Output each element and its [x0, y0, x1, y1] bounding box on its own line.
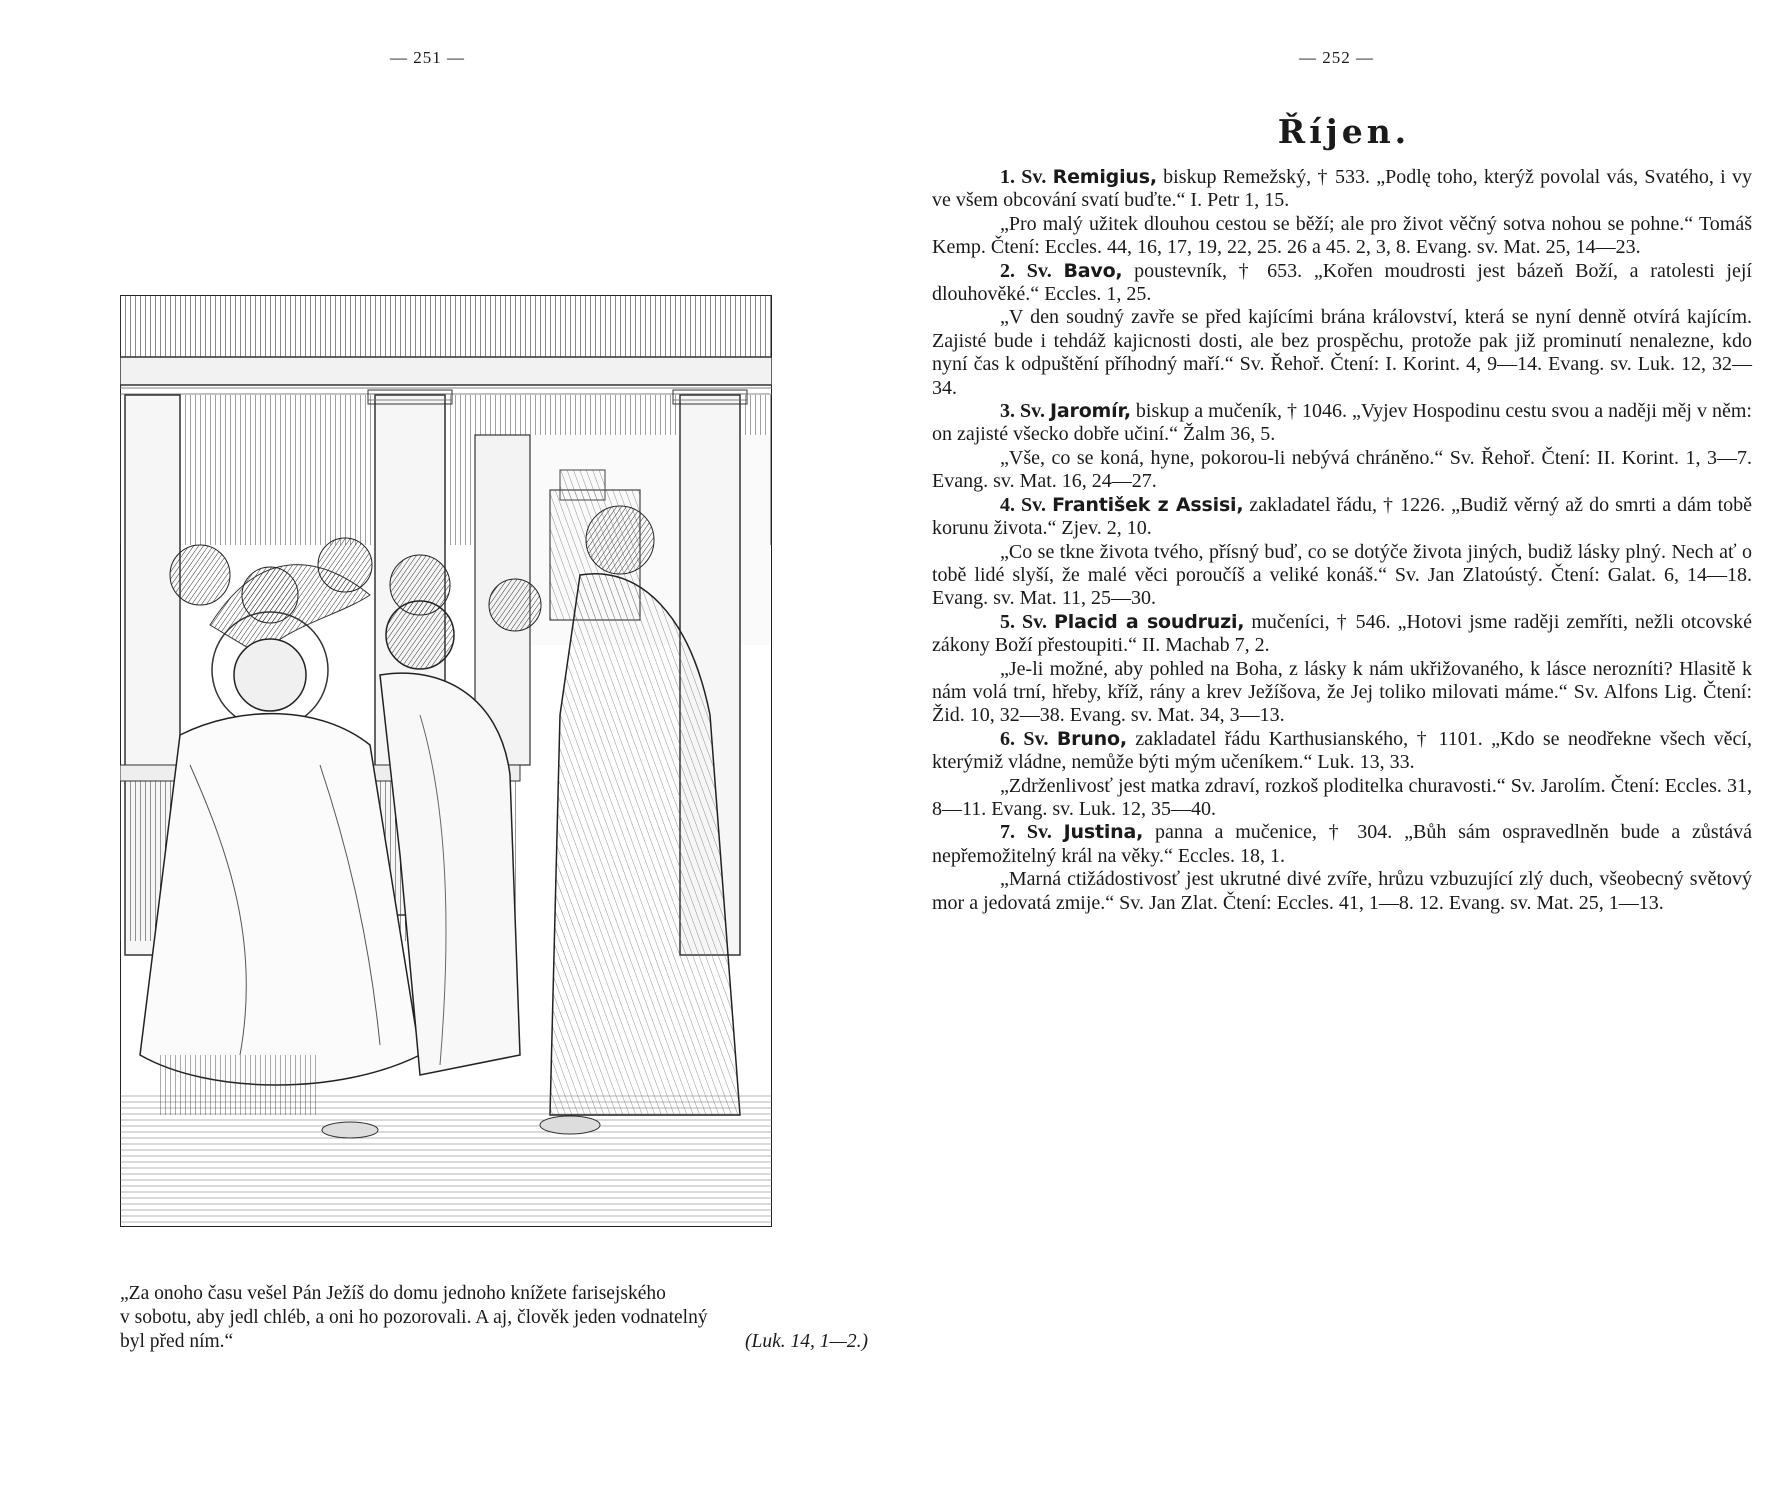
entry-number: 7. Sv. [1000, 821, 1052, 844]
entry-text: panna a mučenice, † 304. „Bůh sám ospravedlněn bude a zůstává nepřemožitelný král na věky.“ Eccles. 18, 1. [932, 821, 1752, 867]
quote-paragraph [932, 868, 1752, 915]
caption-reference: (Luk. 14, 1—2.) [745, 1331, 868, 1352]
calendar-entry [932, 260, 1752, 307]
entry-number: 4. Sv. [1000, 493, 1047, 516]
entry-text: „Zdrženlivosť jest matka zdraví, rozkoš ploditelka churavosti.“ Sv. Jarolím. Čtení: Eccles. 31, 8—11. Evang. sv. Luk. 12, 35—40. [932, 774, 1752, 820]
entry-text: biskup Remežský, † 533. „Podlę toho, kterýž povolal vás, Svatého, i vy ve všem obcování svatí buďte.“ I. Petr 1, 15. [932, 166, 1752, 212]
entry-number: 2. Sv. [1000, 259, 1052, 282]
entry-number: 3. Sv. [1000, 400, 1046, 423]
right-page [896, 0, 1792, 1500]
month-title: Říjen. [1277, 112, 1411, 151]
entry-text: biskup a mučeník, † 1046. „Vyjev Hospodinu cestu svou a naději měj v něm: on zajisté všecko dobře učiní.“ Žalm 36, 5. [932, 400, 1752, 446]
entry-text: mučeníci, † 546. „Hotovi jsme raději zemříti, nežli otcovské zákony Boží přestoupiti.“ II. Machab 7, 2. [932, 610, 1753, 657]
calendar-entry [932, 728, 1752, 775]
entry-text: „Marná ctižádostivosť jest ukrutné divé zvíře, hrůzu vzbuzující zlý duch, všeobecný světový mor a jedovatá zmije.“ Sv. Jan Zlat. Čtení: Eccles. 41, 1—8. 12. Evang. sv. Mat. 25, 1—13. [932, 868, 1752, 914]
saint-name: Bavo, [1063, 259, 1123, 282]
entry-text: „V den soudný zavře se před kajícími brána království, která se nyní denně otvírá kajícím. Zajisté bude i tehdáž kajicnosti dosti, ale bez prospěchu, protože pak již prominutí nenalezne, kdo nyní čas k odpuštění příhodný maří.“ Sv. Řehoř. Čtení: I. Korint. 4, 9—14. Evang. sv. Luk. 12, 32—34. [932, 306, 1752, 399]
calendar-entry [932, 400, 1752, 447]
caption-line: v sobotu, aby jedl chléb, a oni ho pozorovali. A aj, člověk jeden vodnatelný [120, 1307, 708, 1328]
entry-number: 5. Sv. [1000, 610, 1048, 633]
calendar-entry [932, 494, 1752, 541]
quote-paragraph [932, 306, 1752, 400]
quote-paragraph [932, 213, 1752, 260]
entry-text: zakladatel řádu Karthusianského, † 1101. „Kdo se neodřekne všech věcí, kterýmiž vládne, nemůže býti mým učeníkem.“ Luk. 13, 33. [932, 727, 1752, 774]
entry-text: „Pro malý užitek dlouhou cestou se běží; ale pro život věčný sotva nohou se pohne.“ Tomáš Kemp. Čtení: Eccles. 44, 16, 17, 19, 22, 25. 26 a 45. 2, 3, 8. Evang. sv. Mat. 25, 14—23. [932, 212, 1752, 259]
caption-line [120, 1330, 868, 1354]
page-number-left: — 251 — [390, 48, 465, 67]
saint-name: Bruno, [1056, 727, 1127, 750]
saint-name: Placid a soudruzi, [1054, 610, 1245, 633]
saint-name: Jaromír, [1050, 400, 1131, 423]
saint-name: Justina, [1063, 821, 1144, 844]
saint-name: František z Assisi, [1052, 493, 1244, 516]
quote-paragraph [932, 447, 1752, 494]
quote-paragraph [932, 541, 1752, 611]
entry-text: zakladatel řádu, † 1226. „Budiž věrný až do smrti a dám tobě korunu života.“ Zjev. 2, 10. [932, 493, 1753, 540]
saint-name: Remigius, [1052, 166, 1157, 188]
illustration-caption [120, 1282, 868, 1354]
quote-paragraph [932, 775, 1752, 822]
caption-line-text: byl před ním.“ [120, 1331, 234, 1352]
entry-text: „Je-li možné, aby pohled na Boha, z lásky k nám ukřižovaného, k lásce nerozníti? Hlasitě k nám volá trní, hřeby, kříž, rány a krev Ježíšova, že Jej toliko milovati máme.“ Sv. Alfons Lig. Čtení: Žid. 10, 32—38. Evang. sv. Mat. 34, 3—13. [932, 657, 1752, 727]
calendar-entry [932, 821, 1752, 868]
entry-text: „Co se tkne života tvého, přísný buď, co se dotýče života jiných, budiž lásky plný. Nech ať o tobě lidé slyší, že malé věci poroučíš a veliké konáš.“ Sv. Jan Zlatoústý. Čtení: Galat. 6, 14—18. Evang. sv. Mat. 11, 25—30. [932, 540, 1752, 610]
calendar-entry [932, 166, 1752, 213]
quote-paragraph [932, 658, 1752, 728]
entry-number: 1. Sv. [1000, 166, 1047, 188]
entry-text: „Vše, co se koná, hyne, pokorou-li nebývá chráněno.“ Sv. Řehoř. Čtení: II. Korint. 1, 3—7. Evang. sv. Mat. 16, 24—27. [932, 446, 1752, 493]
engraving-illustration [120, 295, 772, 1227]
entry-text: poustevník, † 653. „Kořen moudrosti jest bázeň Boží, a ratolesti její dlouhověké.“ Eccles. 1, 25. [932, 259, 1752, 306]
entry-number: 6. Sv. [1000, 727, 1049, 750]
caption-line: „Za onoho času vešel Pán Ježíš do domu jednoho knížete farisejského [120, 1283, 666, 1304]
page-number-right: — 252 — [1299, 48, 1374, 67]
calendar-entries [932, 166, 1752, 915]
calendar-entry [932, 611, 1752, 658]
